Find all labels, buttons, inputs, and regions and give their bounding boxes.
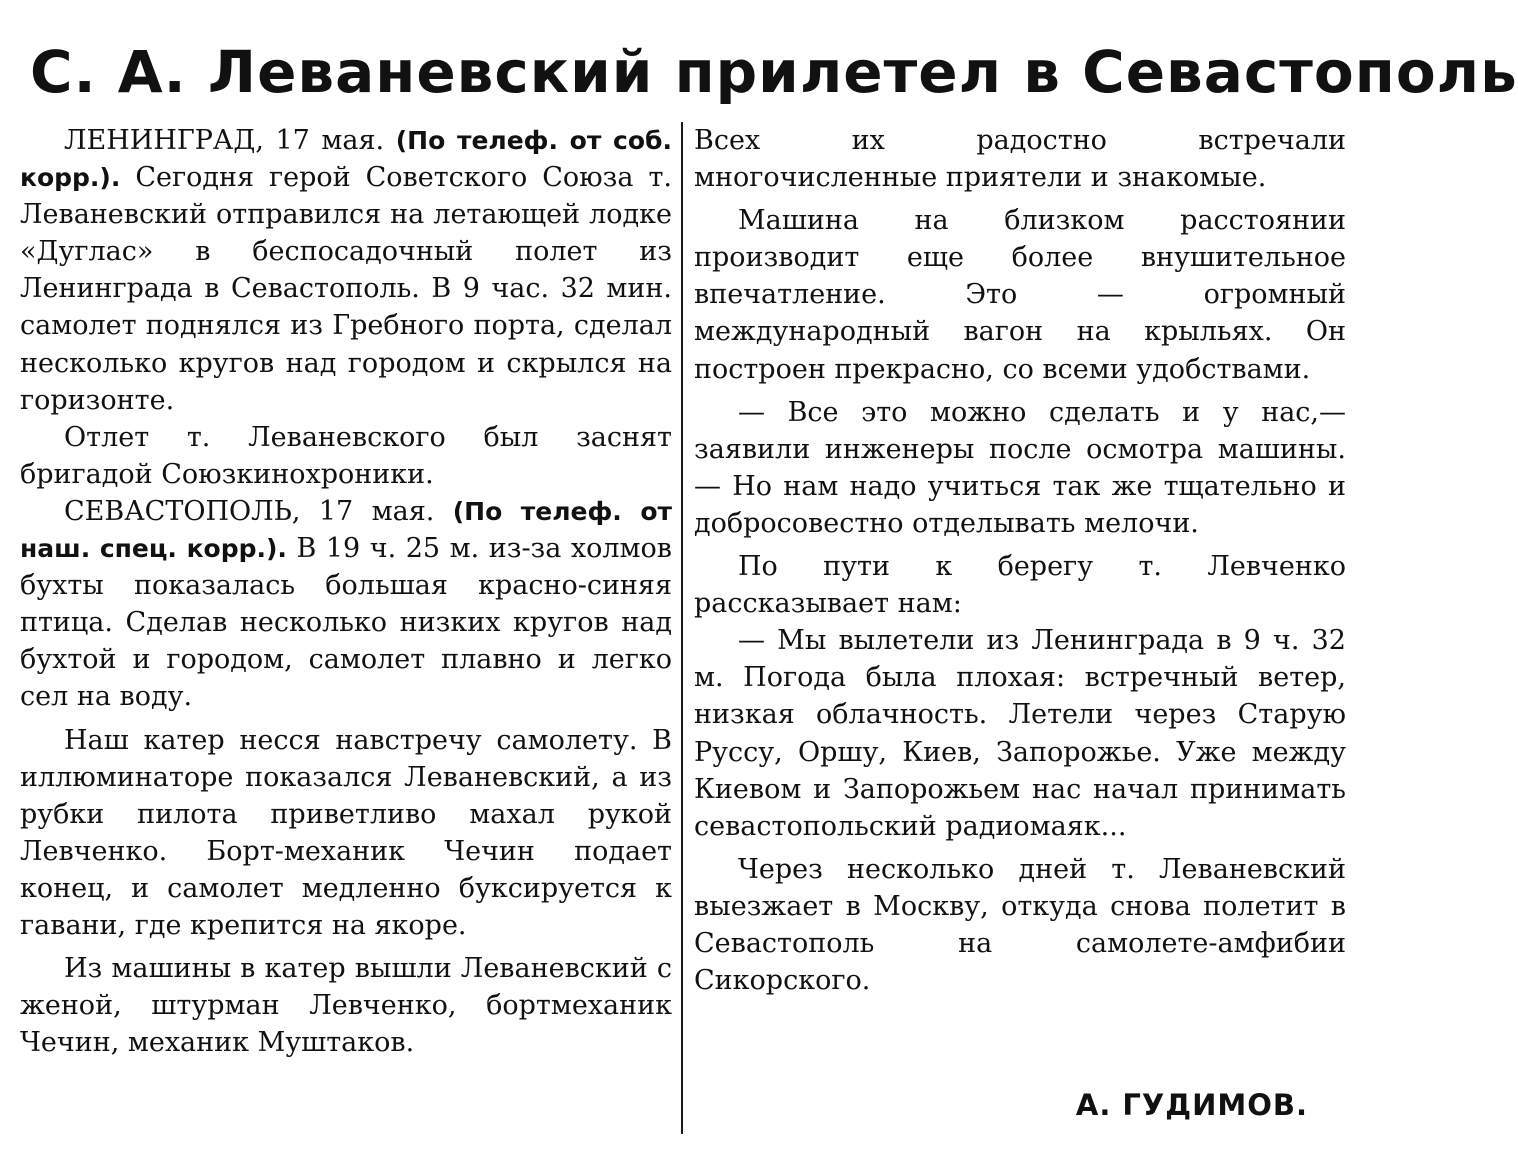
paragraph-engineers: — Все это можно сделать и у нас,—заявили инженеры после осмотра машины. — Но нам надо учиться так же тщательно и добросовестно отделывать мелочи. [694, 396, 1346, 539]
left-column [20, 122, 672, 1061]
paragraph-flight-story: — Мы вылетели из Ленинграда в 9 ч. 32 м. Погода была плохая: встречный ветер, низкая облачность. Летели через Старую Руссу, Оршу, Киев, Запорожье. Уже между Киевом и Запорожьем нас начал принимать севастопольский радиомаяк... [694, 625, 1346, 842]
paragraph-welcome: Всех их радостно встречали многочисленные приятели и знакомые. [694, 125, 1346, 194]
column-divider [681, 122, 683, 1134]
paragraph-leningrad-report [20, 122, 672, 419]
source-note-sevastopol: (По телеф. от наш. спец. корр.). [20, 496, 672, 564]
paragraph-levchenko-intro: По пути к берегу т. Левченко рассказывает нам: [694, 551, 1346, 620]
paragraph-next-flight: Через несколько дней т. Леваневский выезжает в Москву, откуда снова полетит в Севастополь на самолете-амфибии Сикорского. [694, 853, 1346, 997]
article-headline: С. А. Леваневский прилетел в Севастополь [30, 38, 1518, 106]
dateline-sevastopol: СЕВАСТОПОЛЬ, 17 мая. [64, 495, 435, 527]
source-note-leningrad: (По телеф. от соб. корр.). [20, 126, 672, 193]
paragraph-text: Сегодня герой Советского Союза т. Леваневский отправился на летающей лодке «Дуглас» в беспосадочный полет из Ленинграда в Севастополь. В 9 час. 32 мин. самолет поднялся из Гребного порта, сделал несколько кругов над городом и скрылся на горизонте. [20, 162, 672, 416]
paragraph-text: В 19 ч. 25 м. из-за холмов бухты показалась большая красно-синяя птица. Сделав несколько низких кругов над бухтой и городом, самолет плавно и легко сел на воду. [20, 533, 673, 713]
paragraph-crew-exit: Из машины в катер вышли Леваневский с женой, штурман Левченко, бортмеханик Чечин, механик Муштаков. [20, 953, 672, 1059]
right-column [694, 122, 1346, 999]
dateline-leningrad: ЛЕНИНГРАД, 17 мая. [64, 125, 385, 156]
paragraph-sevastopol-report [20, 493, 672, 716]
paragraph-boat-meeting: Наш катер несся навстречу самолету. В иллюминаторе показался Леваневский, а из рубки пилота приветливо махал рукой Левченко. Борт-механик Чечин подает конец, и самолет медленно буксируется к гавани, где крепится на якоре. [20, 724, 672, 941]
paragraph-machine-impression: Машина на близком расстоянии производит еще более внушительное впечатление. Это — огромный международный вагон на крыльях. Он построен прекрасно, со всеми удобствами. [694, 205, 1346, 385]
author-signature: А. ГУДИМОВ. [1075, 1088, 1308, 1122]
paragraph-filming: Отлет т. Леваневского был заснят бригадой Союзкинохроники. [20, 421, 672, 490]
